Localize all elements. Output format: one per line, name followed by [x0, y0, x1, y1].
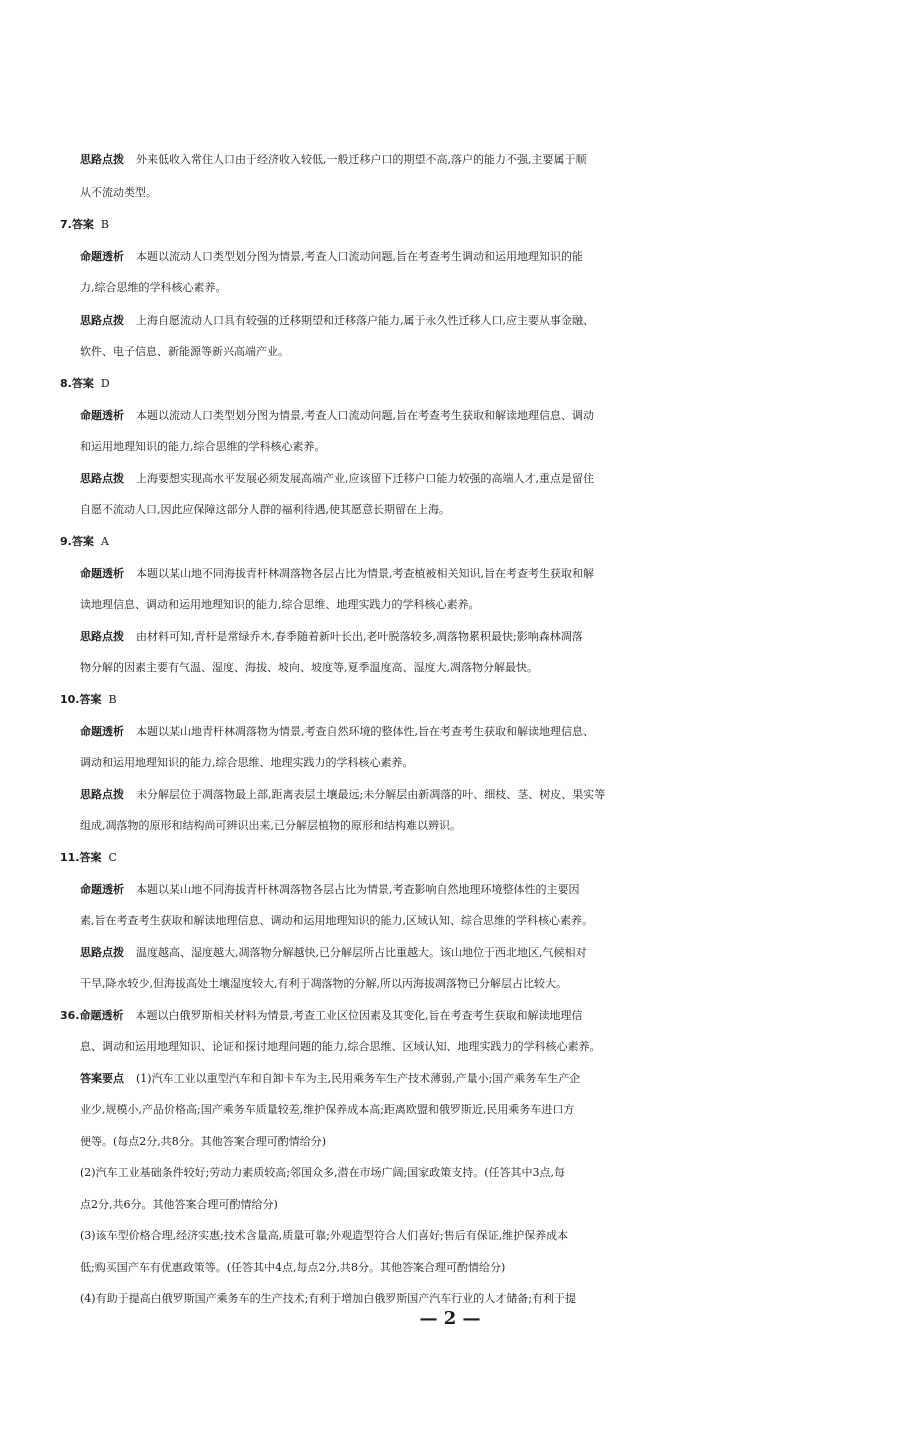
- analysis-label: 命题透析: [80, 725, 124, 738]
- hint-line-cont: 自愿不流动人口,因此应保障这部分人群的福利待遇,使其愿意长期留在上海。: [80, 503, 450, 516]
- hint-label: 思路点拨: [80, 630, 124, 643]
- answer-label: 答案: [71, 377, 94, 390]
- analysis-label: 命题透析: [79, 1009, 124, 1022]
- answer-line: [60, 690, 900, 710]
- hint-text: 温度越高、湿度越大,凋落物分解越快,已分解层所占比重越大。该山地位于西北地区,气候相对: [136, 946, 587, 959]
- hint-line: [80, 469, 900, 489]
- answer-point-2b: 点2分,共6分。其他答案合理可酌情给分): [80, 1198, 278, 1211]
- analysis-label: 命题透析: [80, 567, 124, 580]
- analysis-line: [80, 247, 900, 267]
- analysis-line: [80, 722, 900, 742]
- answer-point-3b: 低;购买国产车有优惠政策等。(任答其中4点,每点2分,共8分。其他答案合理可酌情给分): [80, 1261, 506, 1274]
- analysis-text: 本题以某山地青杆林凋落物为情景,考查自然环境的整体性,旨在考查考生获取和解读地理信息、: [136, 725, 594, 738]
- analysis-text: 本题以流动人口类型划分图为情景,考查人口流动问题,旨在考查考生调动和运用地理知识的能: [136, 250, 583, 263]
- hint-text: 上海要想实现高水平发展必须发展高端产业,应该留下迁移户口能力较强的高端人才,重点是留住: [136, 472, 594, 485]
- hint-text: 由材料可知,青杆是常绿乔木,春季随着新叶长出,老叶脱落较多,凋落物累积最快;影响森林凋落: [136, 630, 583, 643]
- answer-label: 答案: [79, 851, 102, 864]
- answer-points-line: [80, 1069, 900, 1089]
- question-number: 36.: [60, 1009, 80, 1022]
- hint-label: 思路点拨: [80, 472, 124, 485]
- question-number: 9.: [60, 535, 72, 548]
- answer-value: B: [100, 218, 109, 231]
- answer-point-1c: 便等。(每点2分,共8分。其他答案合理可酌情给分): [80, 1135, 327, 1148]
- answer-point-1b: 业少,规模小,产品价格高;国产乘务车质量较差,维护保养成本高;距离欧盟和俄罗斯近,民用乘务车进口方: [80, 1103, 575, 1116]
- hint-line: [80, 627, 900, 647]
- analysis-line-cont: 调动和运用地理知识的能力,综合思维、地理实践力的学科核心素养。: [80, 756, 414, 769]
- analysis-text: 本题以白俄罗斯相关材料为情景,考查工业区位因素及其变化,旨在考查考生获取和解读地理信: [135, 1009, 583, 1022]
- answer-line: [60, 532, 900, 552]
- question-number: 11.: [60, 851, 80, 864]
- analysis-label: 命题透析: [80, 883, 124, 896]
- analysis-line-cont: 力,综合思维的学科核心素养。: [80, 281, 227, 294]
- question-number: 7.: [60, 218, 72, 231]
- answer-line: [60, 848, 900, 868]
- analysis-line-cont: 和运用地理知识的能力,综合思维的学科核心素养。: [80, 440, 326, 453]
- question-number: 10.: [60, 693, 80, 706]
- analysis-line: [80, 880, 900, 900]
- hint-label: 思路点拨: [80, 788, 124, 801]
- hint-line-cont: 组成,凋落物的原形和结构尚可辨识出来,已分解层植物的原形和结构难以辨识。: [80, 819, 461, 832]
- question-number: 8.: [60, 377, 72, 390]
- analysis-text: 本题以流动人口类型划分图为情景,考查人口流动问题,旨在考查考生获取和解读地理信息、调动: [136, 409, 594, 422]
- answer-points-label: 答案要点: [80, 1072, 124, 1085]
- answer-label: 答案: [71, 218, 94, 231]
- hint-line: [80, 311, 900, 331]
- analysis-label: 命题透析: [80, 409, 124, 422]
- analysis-line-cont: 读地理信息、调动和运用地理知识的能力,综合思维、地理实践力的学科核心素养。: [80, 598, 480, 611]
- analysis-text: 本题以某山地不同海拔青杆林凋落物各层占比为情景,考查影响自然地理环境整体性的主要因: [136, 883, 580, 896]
- answer-point-1a: (1)汽车工业以重型汽车和自卸卡车为主,民用乘务车生产技术薄弱,产量小;国产乘务车生产企: [136, 1072, 581, 1085]
- hint-line: [80, 943, 900, 963]
- hint-line-cont: 物分解的因素主要有气温、湿度、海拔、坡向、坡度等,夏季温度高、湿度大,凋落物分解最快。: [80, 661, 538, 674]
- hint-text: 上海自愿流动人口具有较强的迁移期望和迁移落户能力,属于永久性迁移人口,应主要从事金融、: [136, 314, 594, 327]
- hint-line-cont: 干旱,降水较少,但海拔高处土壤湿度较大,有利于凋落物的分解,所以丙海拔凋落物已分解层占比较大。: [80, 977, 567, 990]
- answer-line: [60, 215, 900, 235]
- hint-text: 外来低收入常住人口由于经济收入较低,一般迁移户口的期望不高,落户的能力不强,主要属于顺: [136, 153, 587, 166]
- hint-text: 未分解层位于凋落物最上部,距离表层土壤最远;未分解层由新凋落的叶、细枝、茎、树皮、果实等: [136, 788, 606, 801]
- answer-value: B: [108, 693, 117, 706]
- answer-point-3a: (3)该车型价格合理,经济实惠;技术含量高,质量可靠;外观造型符合人们喜好;售后有保证,维护保养成本: [80, 1229, 569, 1242]
- hint-line-cont: 从不流动类型。: [80, 186, 157, 199]
- answer-point-2a: (2)汽车工业基础条件较好;劳动力素质较高;邻国众多,潜在市场广阔;国家政策支持。(任答其中3点,每: [80, 1166, 565, 1179]
- answer-line: [60, 374, 900, 394]
- answer-value: A: [100, 535, 109, 548]
- q36-analysis-cont: 息、调动和运用地理知识、论证和探讨地理问题的能力,综合思维、区域认知、地理实践力的学科核心素养。: [80, 1040, 601, 1053]
- answer-point-4a: (4)有助于提高白俄罗斯国产乘务车的生产技术;有利于增加白俄罗斯国产汽车行业的人才储备;有利于提: [80, 1292, 576, 1305]
- analysis-label: 命题透析: [80, 250, 124, 263]
- hint-label: 思路点拨: [80, 314, 124, 327]
- answer-label: 答案: [71, 535, 94, 548]
- answer-label: 答案: [79, 693, 102, 706]
- analysis-line: [80, 406, 900, 426]
- analysis-text: 本题以某山地不同海拔青杆林凋落物各层占比为情景,考查植被相关知识,旨在考查考生获取和解: [136, 567, 594, 580]
- answer-value: C: [108, 851, 117, 864]
- analysis-line: [80, 564, 900, 584]
- hint-label: 思路点拨: [80, 153, 124, 166]
- hint-line-cont: 软件、电子信息、新能源等新兴高端产业。: [80, 345, 289, 358]
- q36-analysis-line: [60, 1006, 900, 1026]
- hint-line: [80, 785, 900, 805]
- analysis-line-cont: 素,旨在考查考生获取和解读地理信息、调动和运用地理知识的能力,区域认知、综合思维的学科核心素养。: [80, 914, 593, 927]
- answer-value: D: [100, 377, 110, 390]
- hint-label: 思路点拨: [80, 946, 124, 959]
- hint-line: [80, 150, 900, 170]
- page-number: — 2 —: [419, 1308, 481, 1329]
